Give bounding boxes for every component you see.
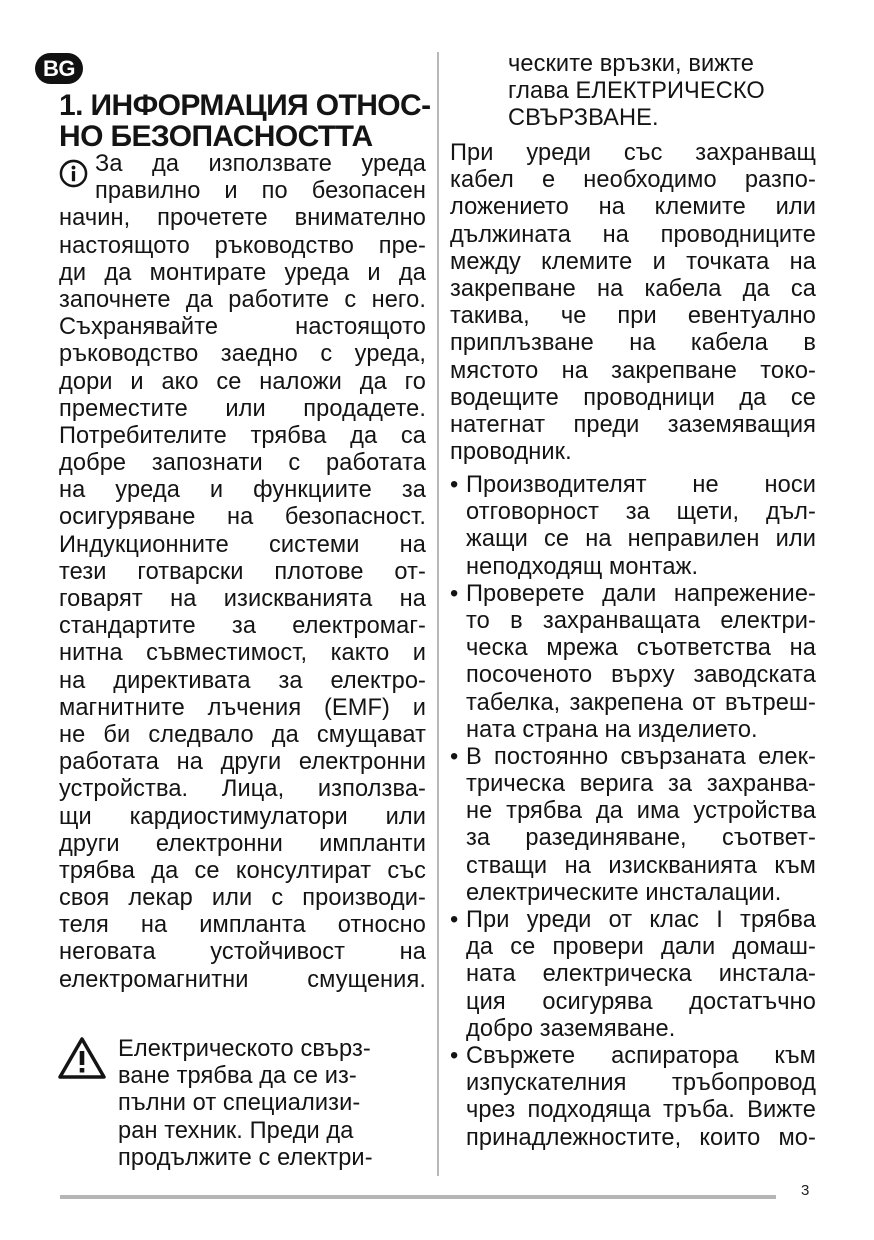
text-line: тези готварски плотове от- xyxy=(59,558,426,585)
heading-line: 1. ИНФОРМАЦИЯ ОТНОС- xyxy=(59,89,431,122)
list-item xyxy=(450,744,816,907)
text-line: проводник. xyxy=(450,439,572,466)
text-line: ческите връзки, вижте xyxy=(508,51,755,77)
text-line: При уреди от клас I трябва xyxy=(466,907,816,933)
list-item xyxy=(450,581,816,744)
text-line: на директивата за електро- xyxy=(59,667,426,694)
heading-line: НО БЕЗОПАСНОСТТА xyxy=(59,120,373,153)
text-line: за разединяване, съответ- xyxy=(466,825,816,852)
text-line: да се провери дали домаш- xyxy=(466,934,816,961)
text-line: ръководство заедно с уреда, xyxy=(59,341,426,368)
text-line: неподходящ монтаж. xyxy=(466,553,699,580)
text-line: Съхранявайте настоящото xyxy=(59,314,426,341)
text-line: неговата устойчивост на xyxy=(59,939,426,966)
text-line: Производителят не носи xyxy=(466,472,816,498)
text-line: електромагнитни смущения. xyxy=(59,966,426,993)
text-line: настоящото ръководство пре- xyxy=(59,232,426,259)
text-line: Проверете дали напрежение- xyxy=(466,580,816,607)
bullet-marker: • xyxy=(450,1042,459,1069)
text-line: стващи на изискванията към xyxy=(466,852,816,879)
text-line: то в захранващата електри- xyxy=(466,607,816,634)
text-line: Индукционните системи на xyxy=(59,531,426,558)
text-line: табелка, закрепена от вътреш- xyxy=(466,689,816,716)
page-number: 3 xyxy=(801,1182,810,1199)
text-line: не трябва да има устройства xyxy=(466,798,816,825)
warning-note-continued xyxy=(508,51,808,133)
text-line: ран техник. Преди да xyxy=(118,1117,354,1144)
text-line: стандартите за електромаг- xyxy=(59,613,426,640)
text-line: ване трябва да се из- xyxy=(118,1063,357,1090)
language-badge: BG xyxy=(35,53,83,84)
text-line: добро заземяване. xyxy=(466,1015,676,1042)
text-line: ната страна на изделието. xyxy=(466,716,758,743)
text-line: кабел е необходимо разпо- xyxy=(450,167,816,194)
intro-paragraph xyxy=(59,151,426,994)
text-line: започнете да работите с него. xyxy=(59,286,426,313)
column-divider xyxy=(437,52,439,1176)
bullet-marker: • xyxy=(450,472,459,498)
text-line: трябва да се консултират със xyxy=(59,857,426,884)
text-line: отговорност за щети, дъл- xyxy=(466,499,816,526)
text-line: закрепване на кабела да са xyxy=(450,275,816,302)
text-line: ческа мрежа съответства на xyxy=(466,635,816,662)
text-line: на уреда и функциите за xyxy=(59,477,426,504)
text-line: В постоянно свързаната елек- xyxy=(466,743,816,770)
bullet-list xyxy=(450,472,816,1152)
list-item xyxy=(450,907,816,1043)
text-line: жащи се на неправилен или xyxy=(466,526,816,553)
bullet-marker: • xyxy=(450,580,459,607)
list-item xyxy=(450,472,816,581)
text-line: не би следвало да смущават xyxy=(59,721,426,748)
text-line: приплъзване на кабела в xyxy=(450,330,816,357)
text-line: добре запознати с работата xyxy=(59,450,426,477)
text-line: дори и ако се наложи да го xyxy=(59,368,426,395)
text-line: ложението на клемите или xyxy=(450,194,816,221)
text-line: продължите с електри- xyxy=(118,1144,373,1171)
text-line: водещите проводници да се xyxy=(450,384,816,411)
warning-triangle-icon xyxy=(57,1036,107,1080)
bullet-marker: • xyxy=(450,743,459,770)
text-line: нитна съвместимост, както и xyxy=(59,640,426,667)
text-line: ната електрическа инстала- xyxy=(466,961,816,988)
text-line: мястото на закрепване токо- xyxy=(450,357,816,384)
bullet-marker: • xyxy=(450,907,459,933)
text-line: трическа верига за захранва- xyxy=(466,771,816,798)
cable-paragraph xyxy=(450,140,816,466)
text-line: натегнат преди заземяващия xyxy=(450,411,816,438)
text-line: ция осигурява достатъчно xyxy=(466,988,816,1015)
text-line: електрическите инсталации. xyxy=(466,879,782,906)
text-line: Потребителите трябва да са xyxy=(59,422,426,449)
text-line: говарят на изискванията на xyxy=(59,586,426,612)
text-line: СВЪРЗВАНЕ. xyxy=(508,105,659,132)
footer-rule xyxy=(60,1195,776,1199)
text-line: други електронни импланти xyxy=(59,830,426,857)
text-line: магнитните лъчения (EMF) и xyxy=(59,694,426,721)
text-line: принадлежностите, които мо- xyxy=(466,1124,816,1151)
text-line: При уреди със захранващ xyxy=(450,140,816,166)
text-line: преместите или продадете. xyxy=(59,395,426,422)
text-line: чрез подходяща тръба. Вижте xyxy=(466,1097,816,1124)
text-line: изпускателния тръбопровод xyxy=(466,1070,816,1097)
text-line: своя лекар или с производи- xyxy=(59,885,426,912)
text-line: За да използвате уреда xyxy=(95,151,426,177)
text-line: правилно и по безопасен xyxy=(95,178,426,205)
text-line: посоченото върху заводската xyxy=(466,662,816,689)
text-line: пълни от специализи- xyxy=(118,1090,361,1117)
text-line: Електрическото свърз- xyxy=(118,1036,371,1062)
text-line: глава ЕЛЕКТРИЧЕСКО xyxy=(508,78,765,105)
text-line: Свържете аспиратора към xyxy=(466,1042,816,1069)
warning-note xyxy=(118,1036,408,1172)
text-line: осигуряване на безопасност. xyxy=(59,504,426,531)
text-line: начин, прочетете внимателно xyxy=(59,205,426,232)
text-line: устройства. Лица, използва- xyxy=(59,776,426,803)
text-line: теля на импланта относно xyxy=(59,912,426,939)
text-line: дължината на проводниците xyxy=(450,221,816,248)
text-line: ди да монтирате уреда и да xyxy=(59,259,426,286)
text-line: щи кардиостимулатори или xyxy=(59,803,426,830)
text-line: такива, че при евентуално xyxy=(450,303,816,330)
section-heading xyxy=(59,90,431,152)
list-item xyxy=(450,1043,816,1152)
text-line: работата на други електронни xyxy=(59,749,426,776)
text-line: между клемите и точката на xyxy=(450,248,816,275)
